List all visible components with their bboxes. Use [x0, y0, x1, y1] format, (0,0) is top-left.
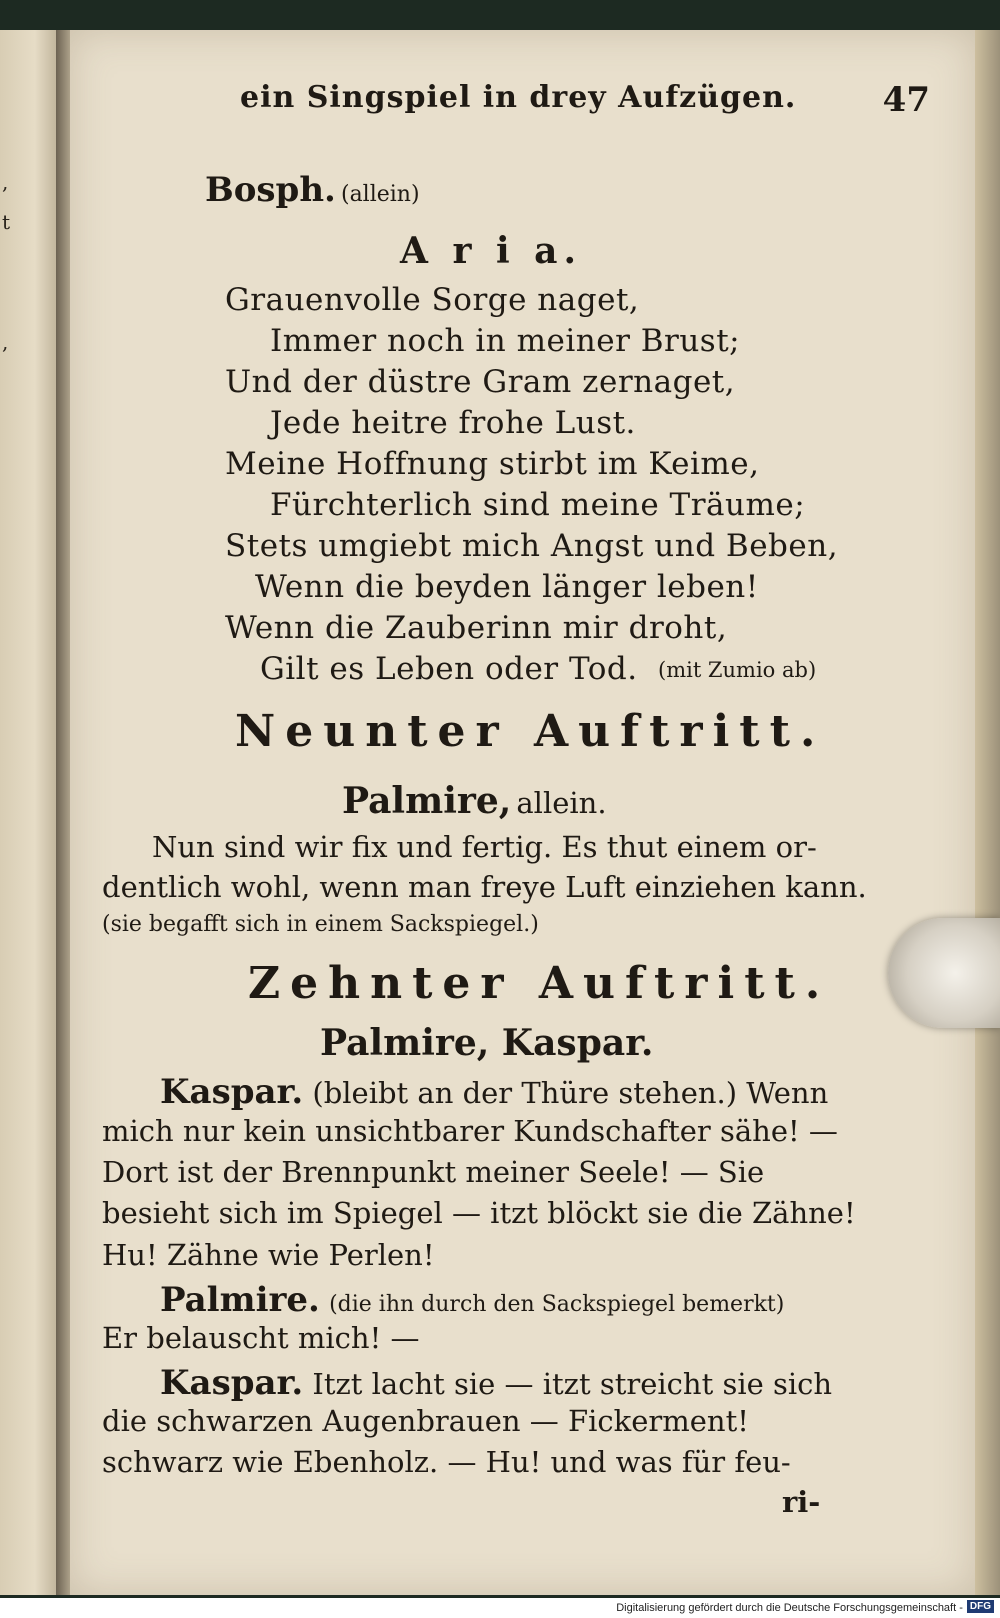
verse-line: Wenn die beyden länger leben! [255, 569, 759, 605]
scene-heading: Neunter Auftritt. [235, 706, 826, 757]
verse-line: Wenn die Zauberinn mir droht, [225, 610, 728, 646]
verse-line: Grauenvolle Sorge naget, [225, 282, 640, 318]
dfg-logo: DFG [967, 1600, 994, 1613]
prose-line: dentlich wohl, wenn man freye Luft einziehen kann. [102, 870, 867, 904]
page-clip [888, 918, 1000, 1028]
stage-direction: (sie begafft sich in einem Sackspiegel.) [102, 912, 539, 937]
dialogue-text: (bleibt an der Thüre stehen.) Wenn [312, 1076, 829, 1110]
running-title: ein Singspiel in drey Aufzügen. [240, 80, 797, 115]
dialogue-line [160, 1072, 828, 1112]
cast-line [342, 780, 607, 822]
page-number: 47 [882, 80, 930, 120]
stage-direction: (allein) [340, 182, 420, 207]
dialogue-line [160, 1363, 832, 1403]
dialogue-line: die schwarzen Augenbrauen — Fickerment! [102, 1404, 749, 1438]
cast-names: Palmire, [342, 780, 512, 822]
scene-heading: Zehnter Auftritt. [248, 958, 831, 1009]
dialogue-line [160, 1280, 784, 1320]
verse-line: Stets umgiebt mich Angst und Beben, [225, 528, 839, 564]
aria-title: A r i a. [400, 230, 583, 272]
dialogue-line: Hu! Zähne wie Perlen! [102, 1238, 435, 1272]
dialogue-line: Dort ist der Brennpunkt meiner Seele! — Sie [102, 1155, 765, 1189]
verse-line: Meine Hoffnung stirbt im Keime, [225, 446, 760, 482]
dialogue-text: (die ihn durch den Sackspiegel bemerkt) [329, 1292, 785, 1317]
catchword: ri- [782, 1485, 821, 1519]
dialogue-line: schwarz wie Ebenholz. — Hu! und was für feu- [102, 1445, 791, 1479]
footer-credit: Digitalisierung gefördert durch die Deutsche Forschungsgemeinschaft - [616, 1602, 963, 1614]
page-edge [975, 30, 1000, 1595]
dialogue-line: besieht sich im Spiegel — itzt blöckt sie die Zähne! [102, 1196, 856, 1230]
left-page-mark: , [2, 170, 9, 194]
speaker-name: Kaspar. [160, 1363, 304, 1403]
book-page [70, 30, 975, 1595]
cast-names: Palmire, Kaspar. [320, 1022, 654, 1064]
left-page-mark: t [2, 210, 11, 234]
left-page-edge [0, 30, 58, 1595]
verse-line: Fürchterlich sind meine Träume; [270, 487, 806, 523]
speaker-name: Kaspar. [160, 1072, 304, 1112]
speaker-name: Bosph. [205, 170, 336, 210]
speaker-line [205, 170, 420, 210]
dialogue-line: Er belauscht mich! — [102, 1321, 420, 1355]
verse-line: Gilt es Leben oder Tod. [260, 651, 638, 687]
verse-line: Und der düstre Gram zernaget, [225, 364, 736, 400]
left-page-mark: , [2, 330, 9, 354]
verse-line: Jede heitre frohe Lust. [270, 405, 636, 441]
dialogue-line: mich nur kein unsichtbarer Kundschafter sähe! — [102, 1114, 838, 1148]
dialogue-text: Itzt lacht sie — itzt streicht sie sich [312, 1367, 833, 1401]
verse-line: Immer noch in meiner Brust; [270, 323, 741, 359]
speaker-name: Palmire. [160, 1280, 320, 1320]
digitization-footer [0, 1598, 1000, 1618]
exit-direction: (mit Zumio ab) [658, 658, 817, 682]
cast-note: allein. [516, 786, 607, 820]
prose-line: Nun sind wir fix und fertig. Es thut einem or- [152, 830, 817, 864]
